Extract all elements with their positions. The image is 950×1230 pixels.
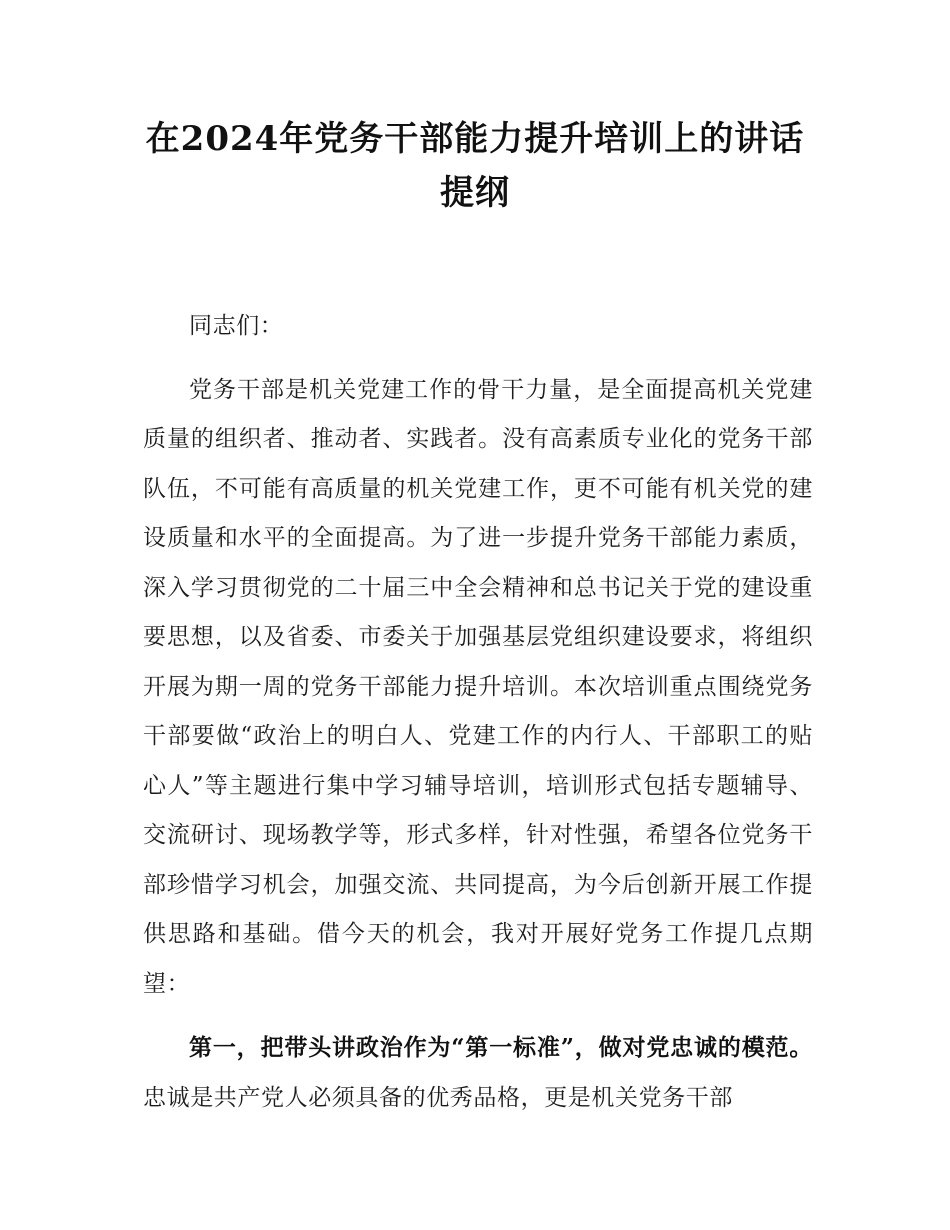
section-1-text: 忠诚是共产党人必须具备的优秀品格，更是机关党务干部: [143, 1084, 733, 1111]
paragraph-section-1: [143, 1023, 813, 1123]
greeting: 同志们：: [189, 313, 284, 339]
paragraph-intro: 党务干部是机关党建工作的骨干力量，是全面提高机关党建质量的组织者、推动者、实践者。没有高素质专业化的党务干部队伍，不可能有高质量的机关党建工作，更不可能有机关党的建设质量和水平的全面提高。为了进一步提升党务干部能力素质，深入学习贯彻党的二十届三中全会精神和总书记关于党的建设重要思想，以及省委、市委关于加强基层党组织建设要求，将组织开展为期一周的党务干部能力提升培训。本次培训重点围绕党务干部要做“政治上的明白人、党建工作的内行人、干部职工的贴心人”等主题进行集中学习辅导培训，培训形式包括专题辅导、交流研讨、现场教学等，形式多样，针对性强，希望各位党务干部珍惜学习机会，加强交流、共同提高，为今后创新开展工作提供思路和基础。借今天的机会，我对开展好党务工作提几点期望：: [143, 376, 813, 997]
section-1-heading: 第一，把带头讲政治作为“第一标准”，做对党忠诚的模范。: [189, 1034, 813, 1061]
document-body: [143, 302, 813, 1123]
document-title: 在2024年党务干部能力提升培训上的讲话提纲: [145, 119, 805, 213]
